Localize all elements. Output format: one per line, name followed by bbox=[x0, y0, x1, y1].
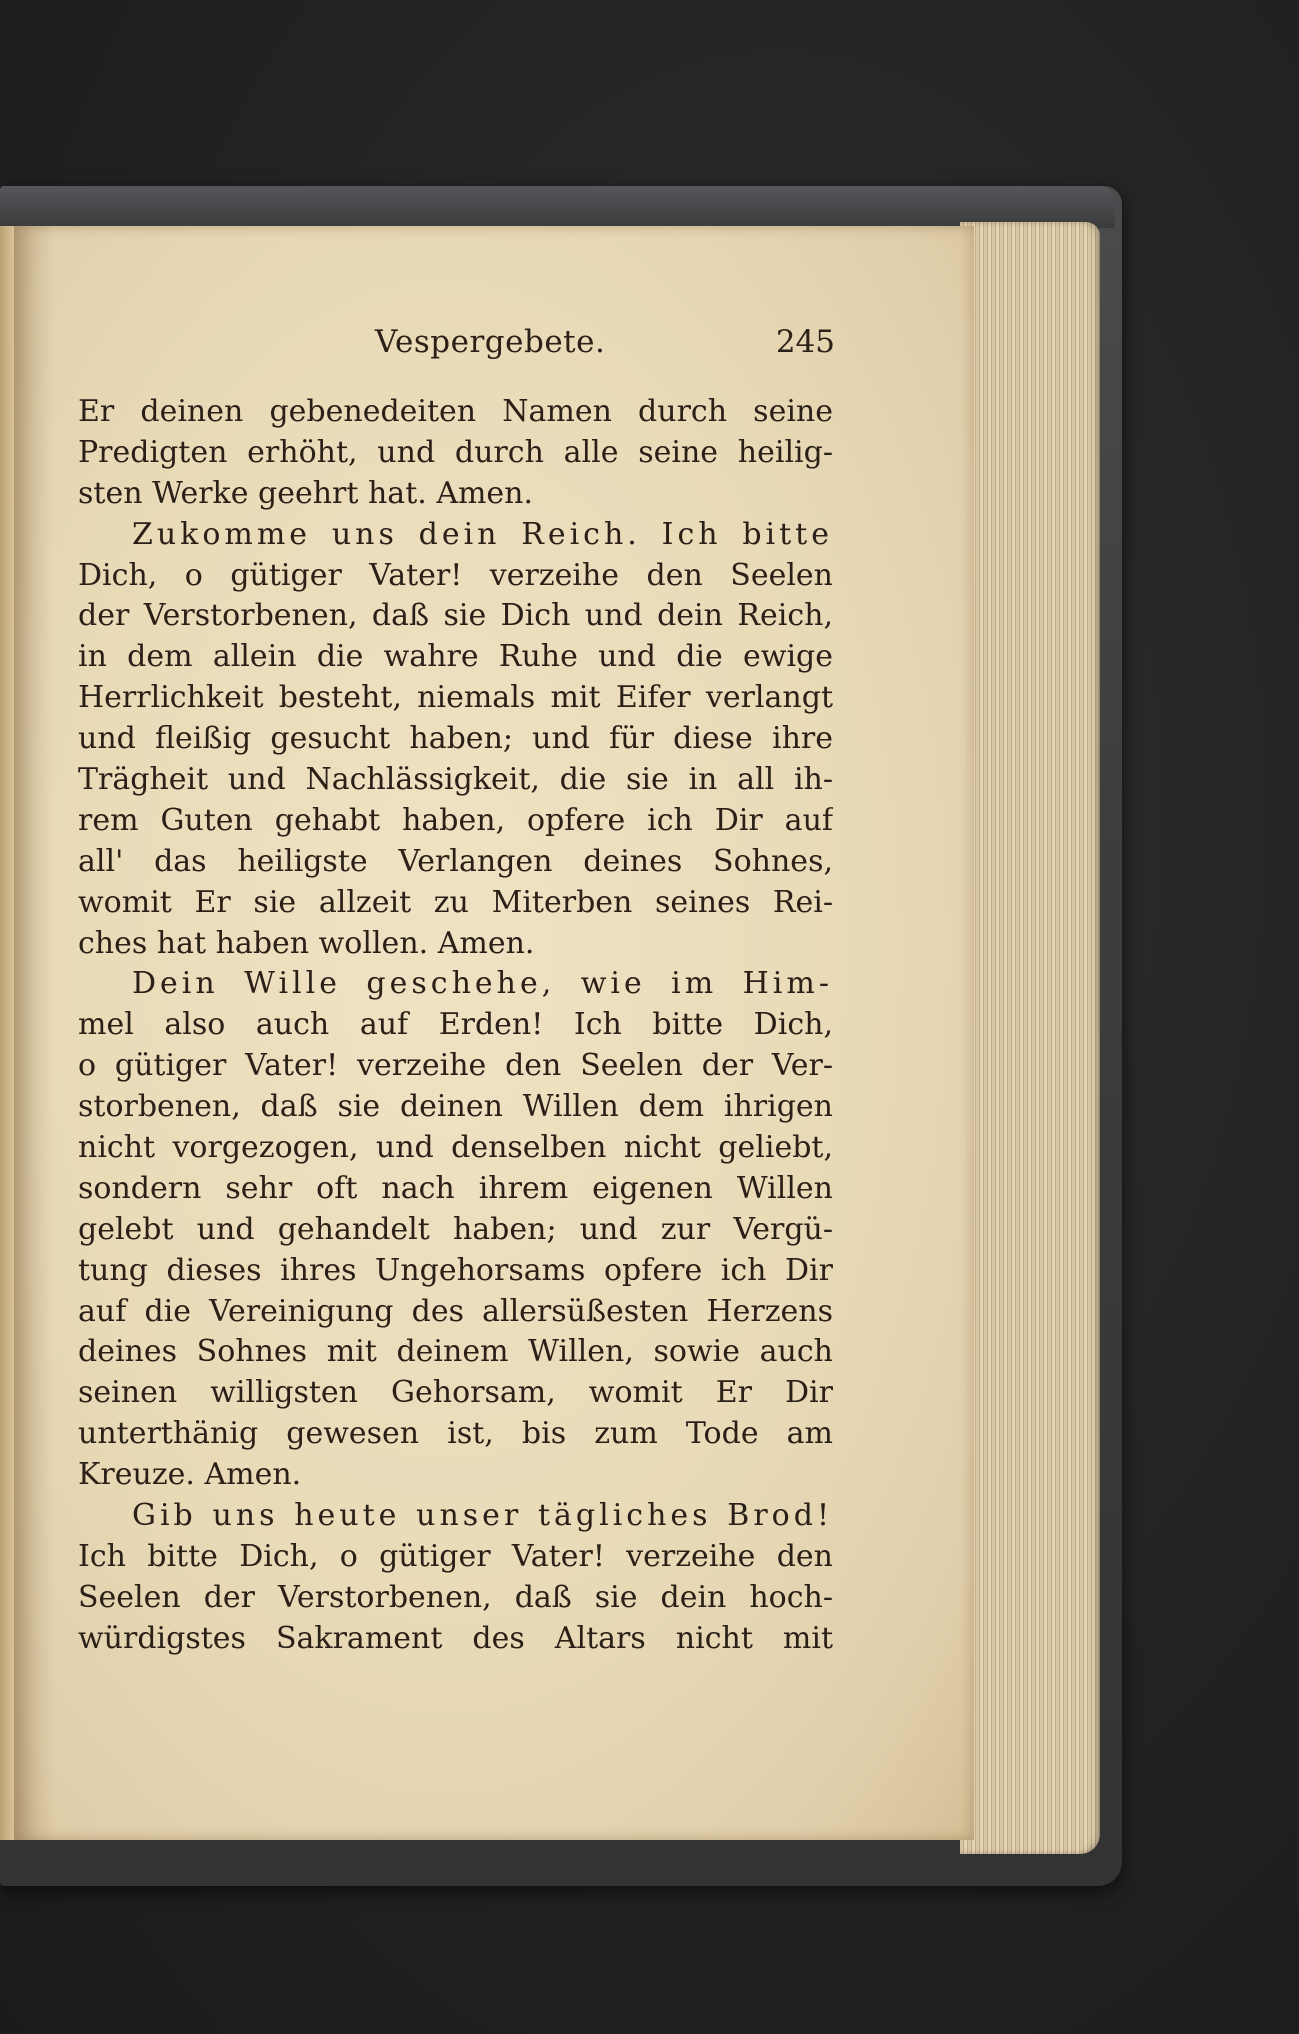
running-head bbox=[375, 324, 835, 368]
text-line: Ich bitte Dich, o gütiger Vater! verzeihe den bbox=[78, 1538, 833, 1574]
text-line: sten Werke geehrt hat. Amen. bbox=[78, 475, 534, 511]
text-line: gelebt und gehandelt haben; und zur Vergü- bbox=[78, 1211, 833, 1247]
text-line: seinen willigsten Gehorsam, womit Er Dir bbox=[78, 1375, 833, 1411]
text-line: würdigstes Sakrament des Altars nicht mit bbox=[78, 1620, 833, 1656]
text-line: Dich, o gütiger Vater! verzeihe den Seelen bbox=[78, 557, 833, 593]
text-line: der Verstorbenen, daß sie Dich und dein Reich, bbox=[78, 598, 833, 634]
gutter-shadow bbox=[14, 226, 54, 1840]
text-line: Predigten erhöht, und durch alle seine heilig- bbox=[78, 434, 833, 470]
petition-heading-line: Gib uns heute unser tägliches Brod! bbox=[132, 1498, 833, 1534]
text-line: Kreuze. Amen. bbox=[78, 1457, 302, 1493]
text-line: und fleißig gesucht haben; und für diese ihre bbox=[78, 721, 833, 757]
text-line: unterthänig gewesen ist, bis zum Tode am bbox=[78, 1416, 833, 1452]
text-line: Herrlichkeit besteht, niemals mit Eifer verlangt bbox=[78, 680, 833, 716]
text-line: tung dieses ihres Ungehorsams opfere ich Dir bbox=[78, 1252, 833, 1288]
petition-heading-line: Zukomme uns dein Reich. Ich bitte bbox=[132, 516, 833, 552]
page-block-edges bbox=[960, 222, 1100, 1854]
text-line: rem Guten gehabt haben, opfere ich Dir auf bbox=[78, 802, 833, 838]
running-title: Vespergebete. bbox=[375, 324, 606, 360]
text-line: Trägheit und Nachlässigkeit, die sie in all ih- bbox=[78, 762, 833, 798]
text-line: nicht vorgezogen, und denselben nicht geliebt, bbox=[78, 1130, 833, 1166]
text-line: auf die Vereinigung des allersüßesten Herzens bbox=[78, 1293, 833, 1329]
text-line: ches hat haben wollen. Amen. bbox=[78, 925, 535, 961]
text-line: storbenen, daß sie deinen Willen dem ihrigen bbox=[78, 1089, 833, 1125]
text-line: sondern sehr oft nach ihrem eigenen Willen bbox=[78, 1170, 833, 1206]
text-line: womit Er sie allzeit zu Miterben seines Rei- bbox=[78, 884, 833, 920]
text-line: o gütiger Vater! verzeihe den Seelen der Ver- bbox=[78, 1048, 833, 1084]
page-number: 245 bbox=[775, 324, 835, 360]
text-line: mel also auch auf Erden! Ich bitte Dich, bbox=[78, 1007, 833, 1043]
facing-page-edge bbox=[0, 226, 14, 1840]
text-line: all' das heiligste Verlangen deines Sohnes, bbox=[78, 843, 833, 879]
text-line: deines Sohnes mit deinem Willen, sowie auch bbox=[78, 1334, 833, 1370]
petition-heading-line: Dein Wille geschehe, wie im Him- bbox=[132, 966, 833, 1002]
text-line: Seelen der Verstorbenen, daß sie dein hoch- bbox=[78, 1579, 833, 1615]
text-line: in dem allein die wahre Ruhe und die ewige bbox=[78, 639, 833, 675]
body-text bbox=[78, 392, 833, 1660]
text-line: Er deinen gebenedeiten Namen durch seine bbox=[78, 394, 833, 429]
book-spine-top bbox=[0, 186, 1115, 228]
